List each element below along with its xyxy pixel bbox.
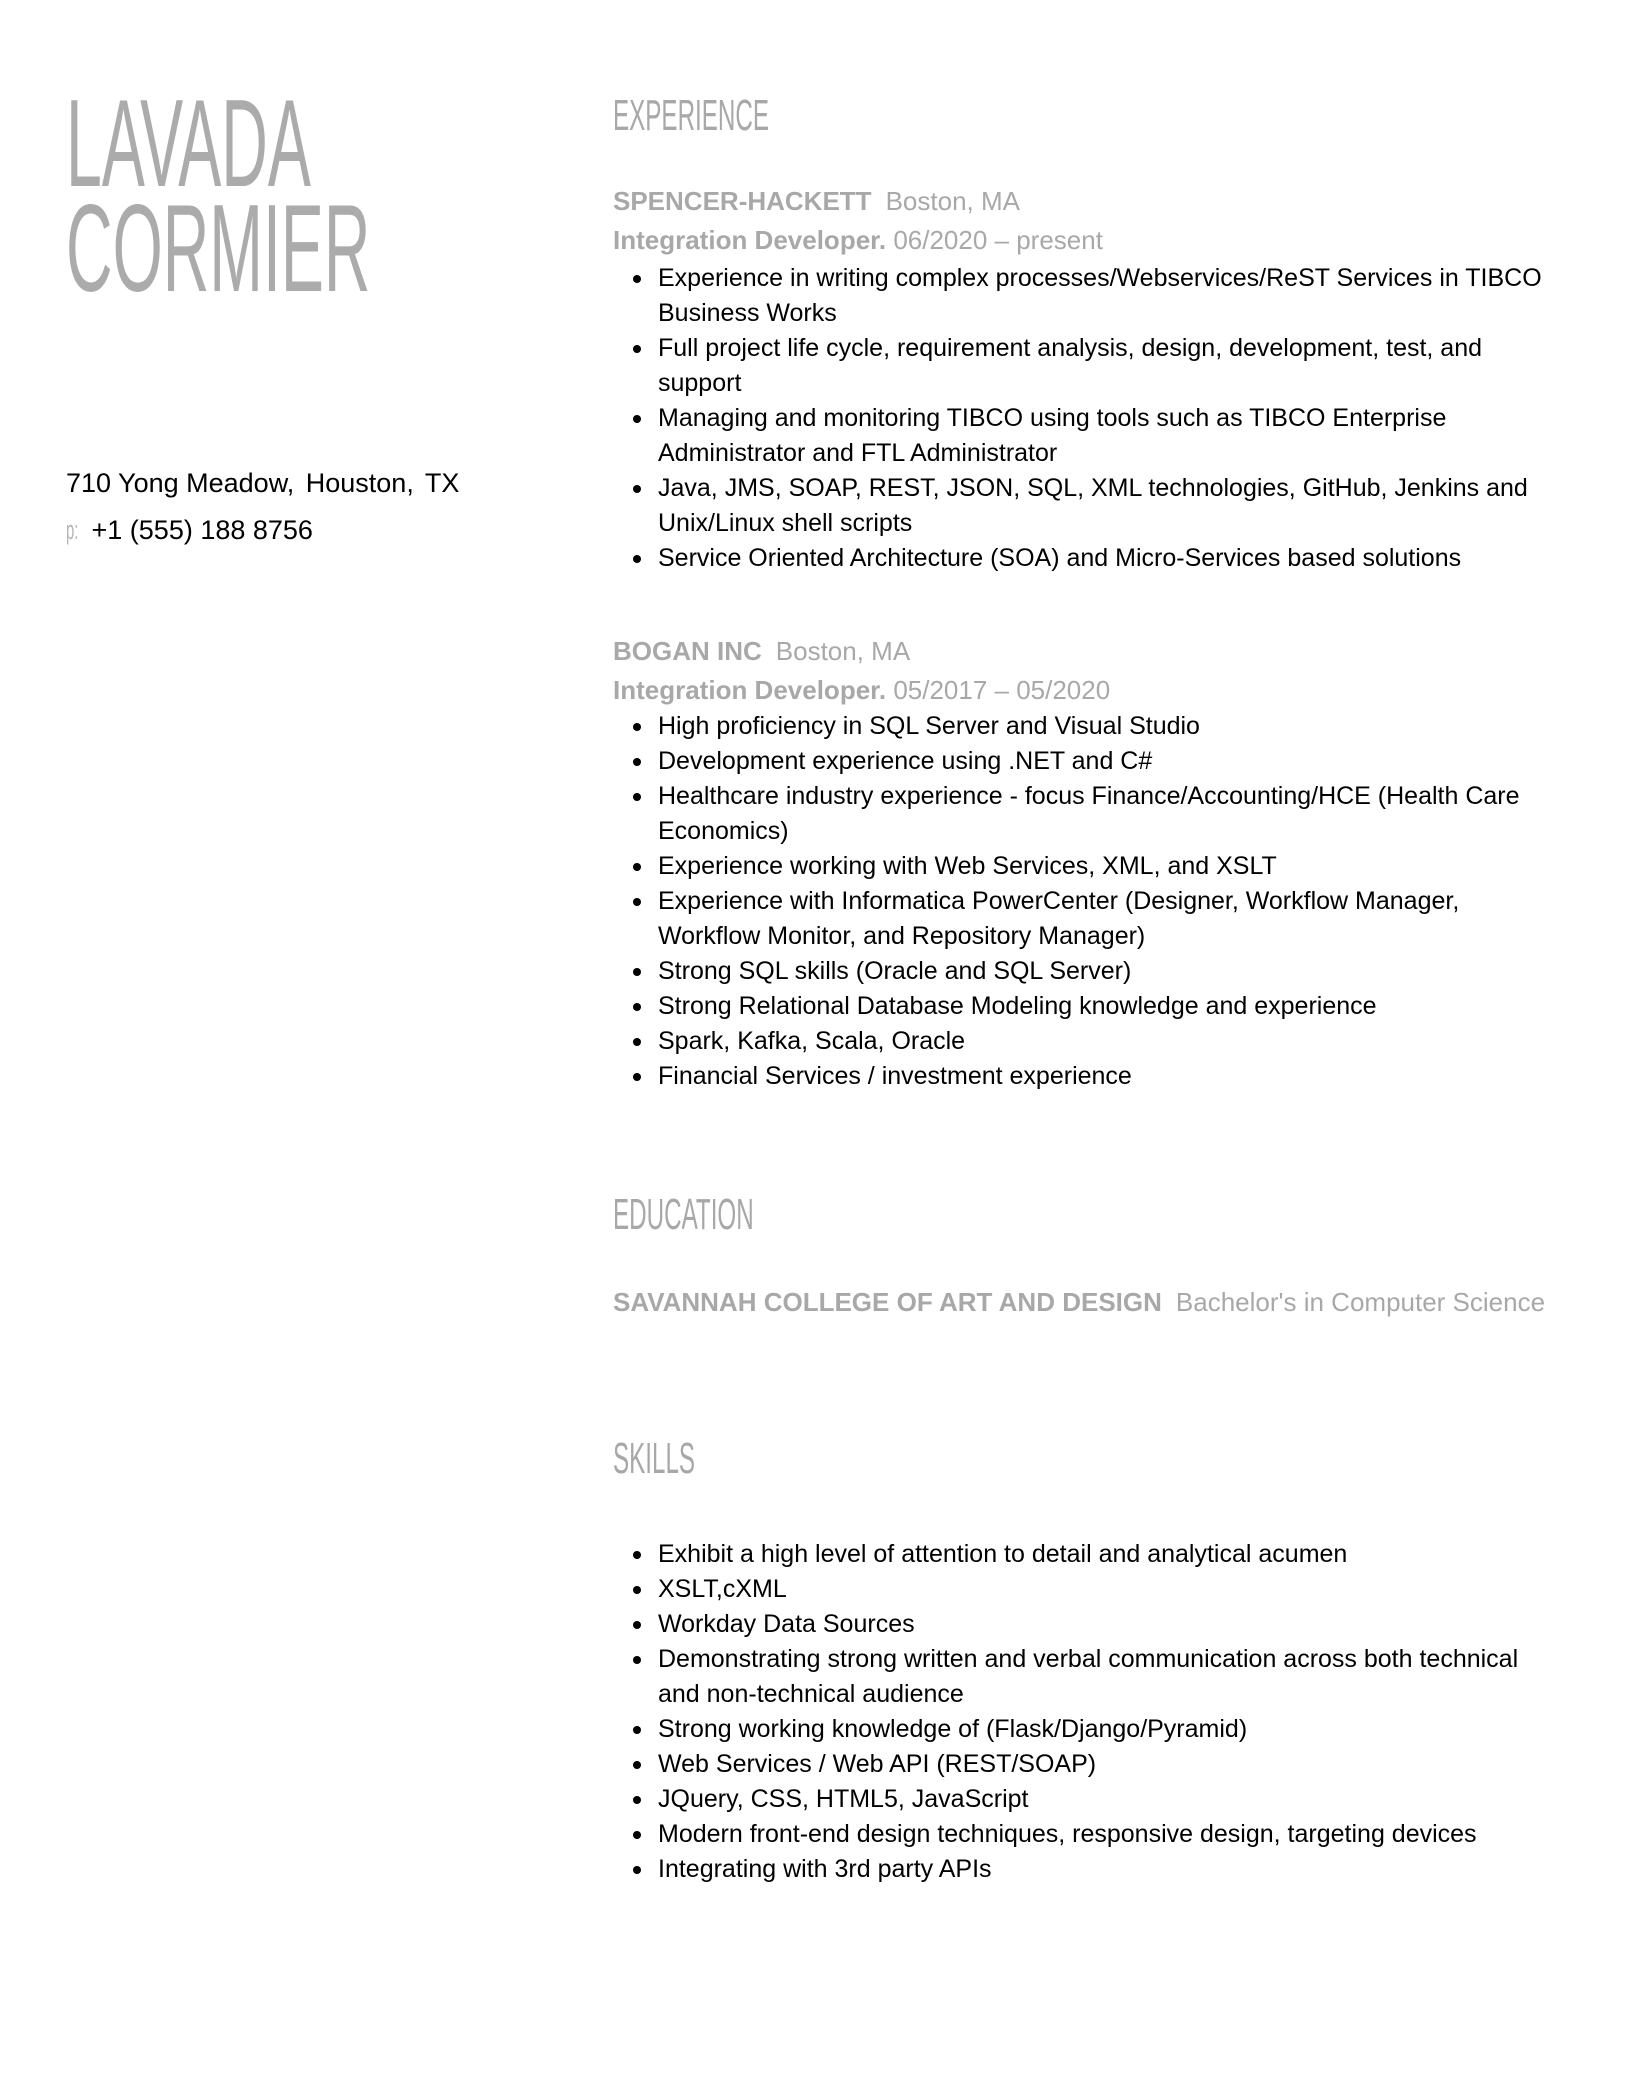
phone-number: +1 (555) 188 8756 [91, 515, 313, 545]
skill-item: Integrating with 3rd party APIs [658, 1852, 1563, 1887]
job-header [613, 632, 910, 670]
section-title-experience: EXPERIENCE [613, 91, 770, 140]
education-entry [613, 1283, 1573, 1321]
skill-item: JQuery, CSS, HTML5, JavaScript [658, 1782, 1563, 1817]
skill-item: Workday Data Sources [658, 1607, 1563, 1642]
degree: Bachelor's in Computer Science [1175, 1287, 1546, 1317]
skill-item: Web Services / Web API (REST/SOAP) [658, 1747, 1563, 1782]
phone [66, 517, 313, 544]
skill-item: Demonstrating strong written and verbal communication across both technical and non-technical audience [658, 1642, 1563, 1712]
name-last: CORMIER [66, 180, 371, 318]
bullet-item: Java, JMS, SOAP, REST, JSON, SQL, XML technologies, GitHub, Jenkins and Unix/Linux shell scripts [658, 471, 1563, 541]
bullet-item: High proficiency in SQL Server and Visual Studio [658, 709, 1563, 744]
skill-item: Strong working knowledge of (Flask/Django/Pyramid) [658, 1712, 1563, 1747]
job-bullets [613, 261, 1563, 576]
bullet-item: Experience working with Web Services, XML, and XSLT [658, 849, 1563, 884]
job-title: Integration Developer. [613, 225, 887, 255]
address-city: Houston [305, 468, 407, 498]
company-name: SPENCER-HACKETT [613, 186, 872, 216]
job-dates: 05/2017 – 05/2020 [893, 675, 1111, 705]
address-street: 710 Yong Meadow [66, 468, 287, 498]
job-dates: 06/2020 – present [893, 225, 1103, 255]
bullet-item: Service Oriented Architecture (SOA) and Micro-Services based solutions [658, 541, 1563, 576]
job-title: Integration Developer. [613, 675, 887, 705]
bullet-item: Full project life cycle, requirement analysis, design, development, test, and support [658, 331, 1563, 401]
skill-item: XSLT,cXML [658, 1572, 1563, 1607]
bullet-item: Strong SQL skills (Oracle and SQL Server) [658, 954, 1563, 989]
section-title-skills: SKILLS [613, 1434, 696, 1483]
job-header [613, 182, 1020, 220]
section-title-education: EDUCATION [613, 1190, 754, 1239]
job-location: Boston, MA [885, 186, 1020, 216]
bullet-item: Strong Relational Database Modeling knowledge and experience [658, 989, 1563, 1024]
job-bullets [613, 709, 1563, 1094]
phone-label: p: [66, 515, 79, 545]
bullet-item: Financial Services / investment experience [658, 1059, 1563, 1094]
job-role [613, 671, 1110, 709]
school-name: SAVANNAH COLLEGE OF ART AND DESIGN [613, 1287, 1162, 1317]
bullet-item: Healthcare industry experience - focus Finance/Accounting/HCE (Health Care Economics) [658, 779, 1563, 849]
skill-item: Exhibit a high level of attention to detail and analytical acumen [658, 1537, 1563, 1572]
address-state: TX [424, 468, 460, 498]
address: 710 Yong Meadow, Houston, TX [66, 468, 460, 498]
bullet-item: Experience with Informatica PowerCenter (Designer, Workflow Manager, Workflow Monitor, and Repository Manager) [658, 884, 1563, 954]
bullet-item: Experience in writing complex processes/Webservices/ReST Services in TIBCO Business Works [658, 261, 1563, 331]
skill-item: Modern front-end design techniques, responsive design, targeting devices [658, 1817, 1563, 1852]
company-name: BOGAN INC [613, 636, 762, 666]
job-location: Boston, MA [775, 636, 911, 666]
bullet-item: Development experience using .NET and C# [658, 744, 1563, 779]
bullet-item: Spark, Kafka, Scala, Oracle [658, 1024, 1563, 1059]
job-role [613, 221, 1103, 259]
name-first: LAVADA [66, 75, 311, 213]
bullet-item: Managing and monitoring TIBCO using tools such as TIBCO Enterprise Administrator and FTL Administrator [658, 401, 1563, 471]
skills-list [613, 1537, 1563, 1887]
